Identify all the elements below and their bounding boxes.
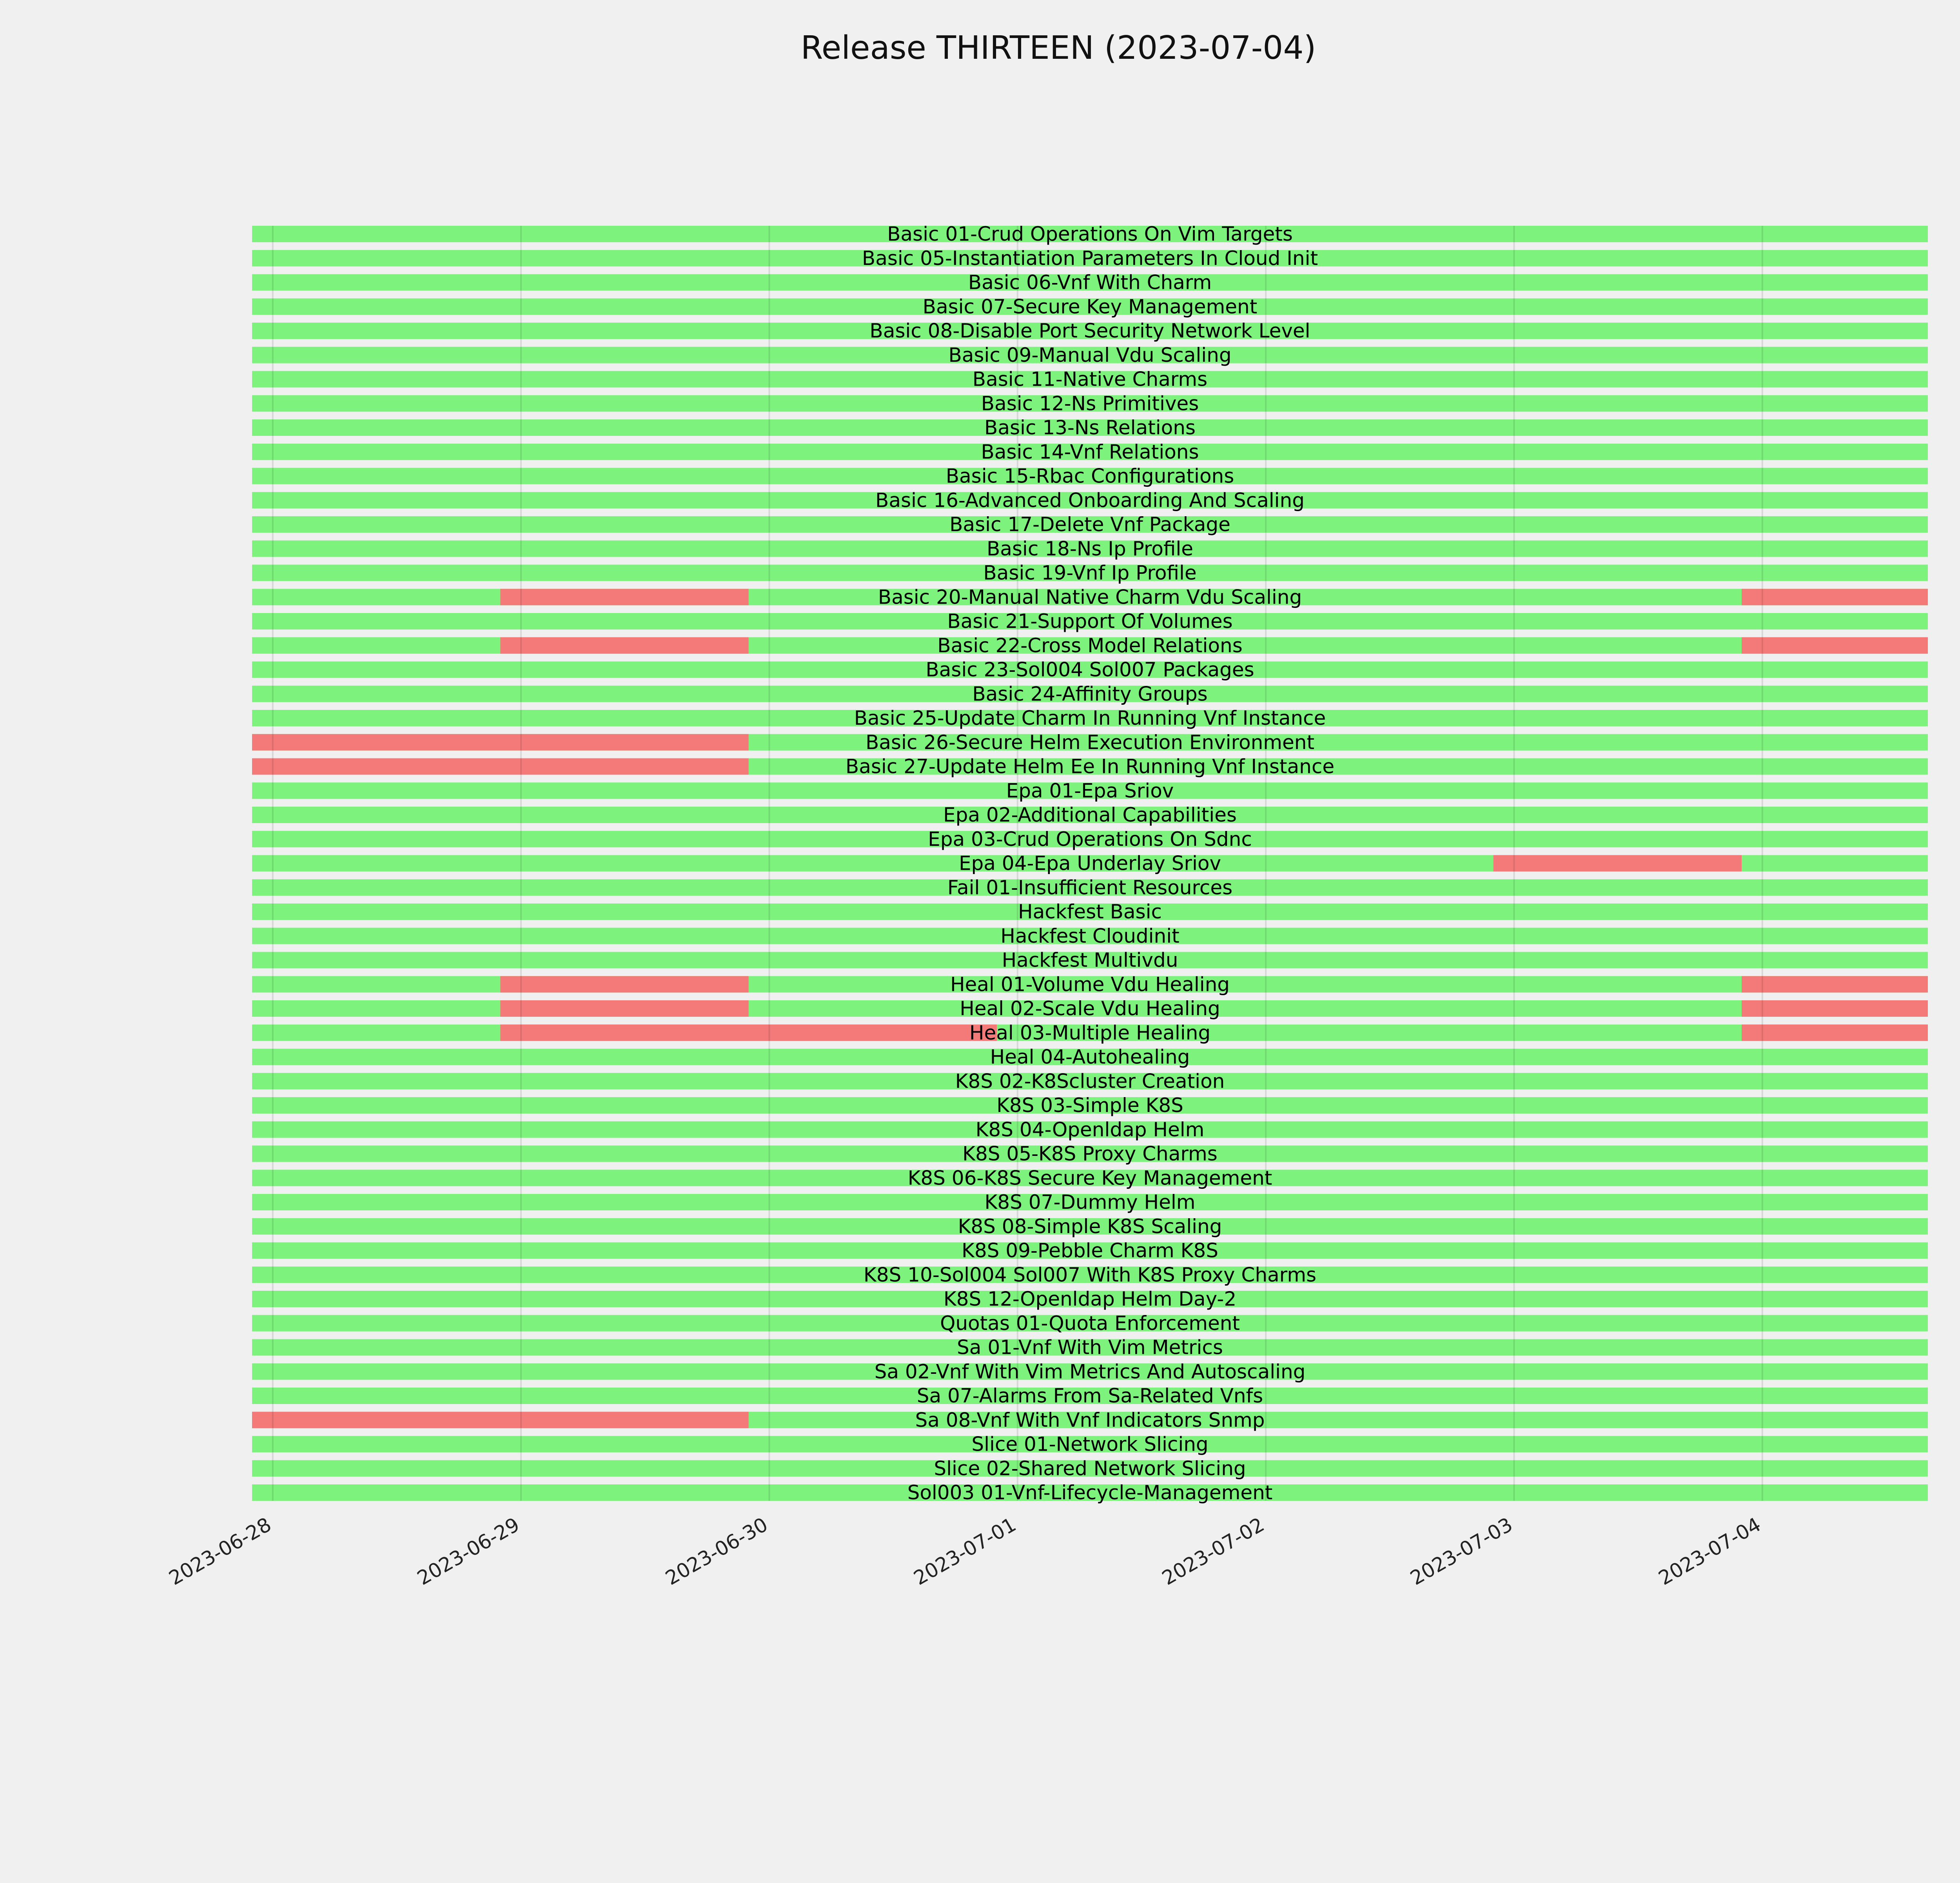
x-tick-label: 2023-07-02 — [1158, 1513, 1269, 1590]
row-label: Hackfest Multivdu — [1002, 949, 1178, 972]
fail-bar — [500, 637, 748, 654]
row-label: Basic 06-Vnf With Charm — [968, 271, 1212, 294]
row-label: K8S 04-Openldap Helm — [975, 1118, 1205, 1141]
fail-bar — [1494, 855, 1742, 872]
row-label: K8S 10-Sol004 Sol007 With K8S Proxy Charms — [863, 1263, 1317, 1286]
row-label: Basic 08-Disable Port Security Network Level — [869, 319, 1310, 342]
row-label: Epa 02-Additional Capabilities — [943, 804, 1237, 826]
row-label: K8S 08-Simple K8S Scaling — [958, 1215, 1222, 1238]
row-label: Basic 13-Ns Relations — [984, 416, 1196, 439]
row-label: Basic 18-Ns Ip Profile — [986, 537, 1194, 560]
row-label: Sol003 01-Vnf-Lifecycle-Management — [907, 1481, 1273, 1504]
fail-bar — [1742, 1000, 1928, 1017]
row-label: K8S 12-Openldap Helm Day-2 — [943, 1288, 1237, 1310]
row-label: Basic 17-Delete Vnf Package — [949, 513, 1230, 536]
row-label: Slice 02-Shared Network Slicing — [934, 1457, 1246, 1480]
fail-bar — [500, 976, 748, 992]
row-label: Basic 23-Sol004 Sol007 Packages — [926, 658, 1254, 681]
row-label: Basic 09-Manual Vdu Scaling — [948, 343, 1232, 366]
fail-bar — [500, 1000, 748, 1017]
x-tick-label: 2023-07-04 — [1655, 1513, 1765, 1590]
row-label: Sa 07-Alarms From Sa-Related Vnfs — [916, 1384, 1263, 1407]
fail-bar — [252, 1412, 749, 1428]
row-label: Sa 01-Vnf With Vim Metrics — [957, 1336, 1223, 1359]
x-tick-label: 2023-07-03 — [1406, 1513, 1517, 1590]
row-label: Heal 04-Autohealing — [990, 1045, 1190, 1068]
row-label: Slice 01-Network Slicing — [971, 1433, 1209, 1456]
row-label: Basic 15-Rbac Configurations — [946, 464, 1234, 488]
fail-bar — [1742, 976, 1928, 992]
row-label: Basic 01-Crud Operations On Vim Targets — [887, 223, 1293, 245]
row-label: Basic 14-Vnf Relations — [981, 440, 1199, 463]
row-label: Epa 03-Crud Operations On Sdnc — [928, 827, 1252, 851]
row-label: Hackfest Basic — [1018, 900, 1162, 923]
row-label: Heal 02-Scale Vdu Healing — [960, 997, 1220, 1020]
row-label: K8S 09-Pebble Charm K8S — [962, 1239, 1218, 1262]
row-label: K8S 06-K8S Secure Key Management — [907, 1166, 1272, 1190]
fail-bar — [1742, 1025, 1928, 1041]
x-tick-label: 2023-06-29 — [413, 1513, 524, 1590]
x-tick-label: 2023-06-30 — [661, 1513, 772, 1590]
row-label: Basic 24-Affinity Groups — [972, 682, 1208, 706]
row-label: Basic 20-Manual Native Charm Vdu Scaling — [878, 586, 1302, 609]
row-label: K8S 07-Dummy Helm — [984, 1191, 1196, 1214]
row-label: Fail 01-Insufficient Resources — [947, 876, 1233, 899]
row-label: Basic 22-Cross Model Relations — [937, 634, 1243, 657]
row-label: Sa 02-Vnf With Vim Metrics And Autoscaling — [874, 1360, 1306, 1383]
row-label: Epa 04-Epa Underlay Sriov — [958, 852, 1221, 875]
row-label: Heal 01-Volume Vdu Healing — [950, 973, 1230, 996]
x-tick-label: 2023-06-28 — [165, 1513, 275, 1590]
fail-bar — [500, 1025, 997, 1041]
row-label: Basic 19-Vnf Ip Profile — [983, 561, 1197, 584]
row-label: Heal 03-Multiple Healing — [969, 1021, 1211, 1044]
row-label: Basic 27-Update Helm Ee In Running Vnf Instance — [845, 755, 1335, 778]
row-label: Epa 01-Epa Sriov — [1006, 779, 1174, 802]
row-label: Basic 05-Instantiation Parameters In Cloud Init — [862, 247, 1318, 270]
fail-bar — [252, 758, 749, 775]
row-label: Basic 11-Native Charms — [972, 368, 1208, 391]
row-label: Basic 25-Update Charm In Running Vnf Instance — [854, 707, 1326, 729]
fail-bar — [500, 589, 748, 605]
row-label: Basic 07-Secure Key Management — [922, 295, 1258, 318]
row-label: K8S 05-K8S Proxy Charms — [962, 1142, 1218, 1165]
x-tick-label: 2023-07-01 — [910, 1513, 1020, 1590]
row-label: K8S 03-Simple K8S — [996, 1094, 1183, 1117]
row-label: Quotas 01-Quota Enforcement — [940, 1312, 1240, 1335]
fail-bar — [1742, 589, 1928, 605]
row-label: Basic 12-Ns Primitives — [981, 392, 1199, 415]
row-label: Sa 08-Vnf With Vnf Indicators Snmp — [915, 1408, 1265, 1431]
row-label: Basic 21-Support Of Volumes — [947, 610, 1233, 633]
row-label: Hackfest Cloudinit — [1000, 924, 1180, 947]
fail-bar — [252, 734, 749, 751]
row-label: K8S 02-K8Scluster Creation — [955, 1070, 1225, 1093]
fail-bar — [1742, 637, 1928, 654]
row-label: Basic 16-Advanced Onboarding And Scaling — [875, 489, 1305, 512]
chart-title: Release THIRTEEN (2023-07-04) — [800, 29, 1316, 67]
row-label: Basic 26-Secure Helm Execution Environment — [865, 731, 1315, 754]
